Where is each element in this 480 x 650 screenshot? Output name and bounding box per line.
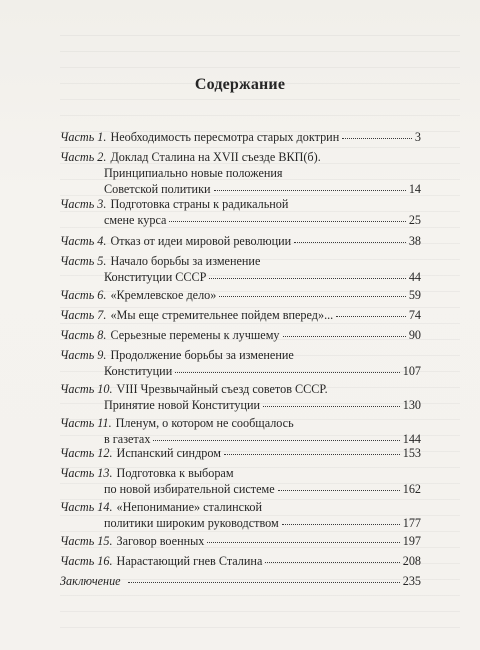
toc-page-number: 14 <box>408 182 421 196</box>
toc-page-number: 90 <box>408 328 421 342</box>
toc-entry-title: Заговор военных <box>116 534 205 548</box>
toc-entry[interactable] <box>60 234 421 249</box>
toc-part-label: Часть 9. <box>60 348 107 362</box>
toc-entry-title: политики широким руководством <box>104 516 279 530</box>
toc-page-number: 25 <box>408 213 421 227</box>
dot-leader <box>207 541 399 543</box>
toc-page-number: 130 <box>402 398 421 412</box>
toc-entry[interactable] <box>60 466 234 481</box>
toc-entry[interactable] <box>60 308 421 323</box>
toc-entry-title: «Мы еще стремительнее пойдем вперед»... <box>110 308 334 322</box>
dot-leader <box>219 295 405 297</box>
toc-part-label: Часть 12. <box>60 446 113 460</box>
toc-entry[interactable] <box>60 348 294 363</box>
toc-part-label: Заключение <box>60 574 121 588</box>
toc-part-label: Часть 6. <box>60 288 107 302</box>
toc-entry-title: Подготовка к выборам <box>116 466 234 480</box>
toc-entry[interactable] <box>60 254 260 269</box>
toc-part-label: Часть 4. <box>60 234 107 248</box>
toc-page-number: 235 <box>402 574 421 588</box>
toc-page-number: 153 <box>402 446 421 460</box>
toc-page-number: 177 <box>402 516 421 530</box>
toc-entry-title: Отказ от идеи мировой революции <box>110 234 292 248</box>
toc-entry[interactable] <box>60 574 421 589</box>
toc-entry[interactable] <box>60 197 288 212</box>
toc-entry-title: в газетах <box>104 432 151 446</box>
toc-entry[interactable] <box>60 328 421 343</box>
dot-leader <box>342 137 412 139</box>
dot-leader <box>175 371 399 373</box>
toc-entry[interactable] <box>60 500 262 515</box>
toc-page-number: 162 <box>402 482 421 496</box>
toc-entry-continuation[interactable] <box>104 516 421 531</box>
dot-leader <box>283 335 406 337</box>
toc-page-number: 44 <box>408 270 421 284</box>
toc-entry-title: Доклад Сталина на XVII съезде ВКП(б). <box>110 150 321 164</box>
toc-entry-title: Конституции СССР <box>104 270 207 284</box>
toc-page-number: 144 <box>402 432 421 446</box>
dot-leader <box>153 439 399 441</box>
dot-leader <box>336 315 406 317</box>
toc-entry[interactable] <box>60 382 328 397</box>
toc-entry-title: смене курса <box>104 213 167 227</box>
dot-leader <box>128 581 400 583</box>
toc-entry-title: Необходимость пересмотра старых доктрин <box>110 130 340 144</box>
toc-page-number: 197 <box>402 534 421 548</box>
toc-part-label: Часть 8. <box>60 328 107 342</box>
toc-entry-continuation[interactable] <box>104 364 421 379</box>
dot-leader <box>214 189 406 191</box>
toc-entry-title: Подготовка страны к радикальной <box>110 197 289 211</box>
toc-entry[interactable] <box>60 416 294 431</box>
toc-entry-continuation[interactable] <box>104 166 283 181</box>
toc-page-number: 107 <box>402 364 421 378</box>
toc-entry-continuation[interactable] <box>104 213 421 228</box>
toc-page-number: 208 <box>402 554 421 568</box>
toc-entry-title: «Непонимание» сталинской <box>116 500 262 514</box>
toc-page-number: 38 <box>408 234 421 248</box>
toc-entry[interactable] <box>60 554 421 569</box>
toc-entry-title: Советской политики <box>104 182 211 196</box>
toc-entry-continuation[interactable] <box>104 432 421 447</box>
toc-entry[interactable] <box>60 288 421 303</box>
toc-entry-continuation[interactable] <box>104 482 421 497</box>
toc-entry[interactable] <box>60 150 321 165</box>
toc-entry-title: Серьезные перемены к лучшему <box>110 328 280 342</box>
toc-part-label: Часть 2. <box>60 150 107 164</box>
toc-entry-title: Конституции <box>104 364 173 378</box>
toc-page-number: 59 <box>408 288 421 302</box>
dot-leader <box>282 523 400 525</box>
toc-title: Содержание <box>194 76 286 93</box>
toc-entry-title: по новой избирательной системе <box>104 482 275 496</box>
toc-entry-continuation[interactable] <box>104 182 421 197</box>
toc-entry[interactable] <box>60 130 421 145</box>
dot-leader <box>278 489 400 491</box>
dot-leader <box>224 453 400 455</box>
toc-entry-title: «Кремлевское дело» <box>110 288 217 302</box>
toc-entry-title: Принятие новой Конституции <box>104 398 261 412</box>
toc-entry-continuation[interactable] <box>104 270 421 285</box>
toc-part-label: Часть 5. <box>60 254 107 268</box>
toc-part-label: Часть 11. <box>60 416 112 430</box>
toc-entry[interactable] <box>60 534 421 549</box>
dot-leader <box>265 561 399 563</box>
toc-part-label: Часть 14. <box>60 500 113 514</box>
dot-leader <box>209 277 405 279</box>
toc-part-label: Часть 3. <box>60 197 107 211</box>
toc-part-label: Часть 1. <box>60 130 107 144</box>
toc-entry-title: VIII Чрезвычайный съезд советов СССР. <box>116 382 328 396</box>
dot-leader <box>169 220 405 222</box>
toc-entry-title: Продолжение борьбы за изменение <box>110 348 294 362</box>
toc-entry-continuation[interactable] <box>104 398 421 413</box>
toc-part-label: Часть 16. <box>60 554 113 568</box>
toc-part-label: Часть 15. <box>60 534 113 548</box>
toc-entry-title: Нарастающий гнев Сталина <box>116 554 263 568</box>
toc-part-label: Часть 7. <box>60 308 107 322</box>
dot-leader <box>263 405 400 407</box>
toc-part-label: Часть 13. <box>60 466 113 480</box>
toc-entry-title: Пленум, о котором не сообщалось <box>115 416 294 430</box>
toc-page-number: 74 <box>408 308 421 322</box>
toc-part-label: Часть 10. <box>60 382 113 396</box>
toc-entry-title: Принципиально новые положения <box>104 166 283 180</box>
toc-page-number: 3 <box>414 130 421 144</box>
dot-leader <box>294 241 406 243</box>
toc-entry-title: Начало борьбы за изменение <box>110 254 261 268</box>
toc-entry-title: Испанский синдром <box>116 446 221 460</box>
toc-entry[interactable] <box>60 446 421 461</box>
